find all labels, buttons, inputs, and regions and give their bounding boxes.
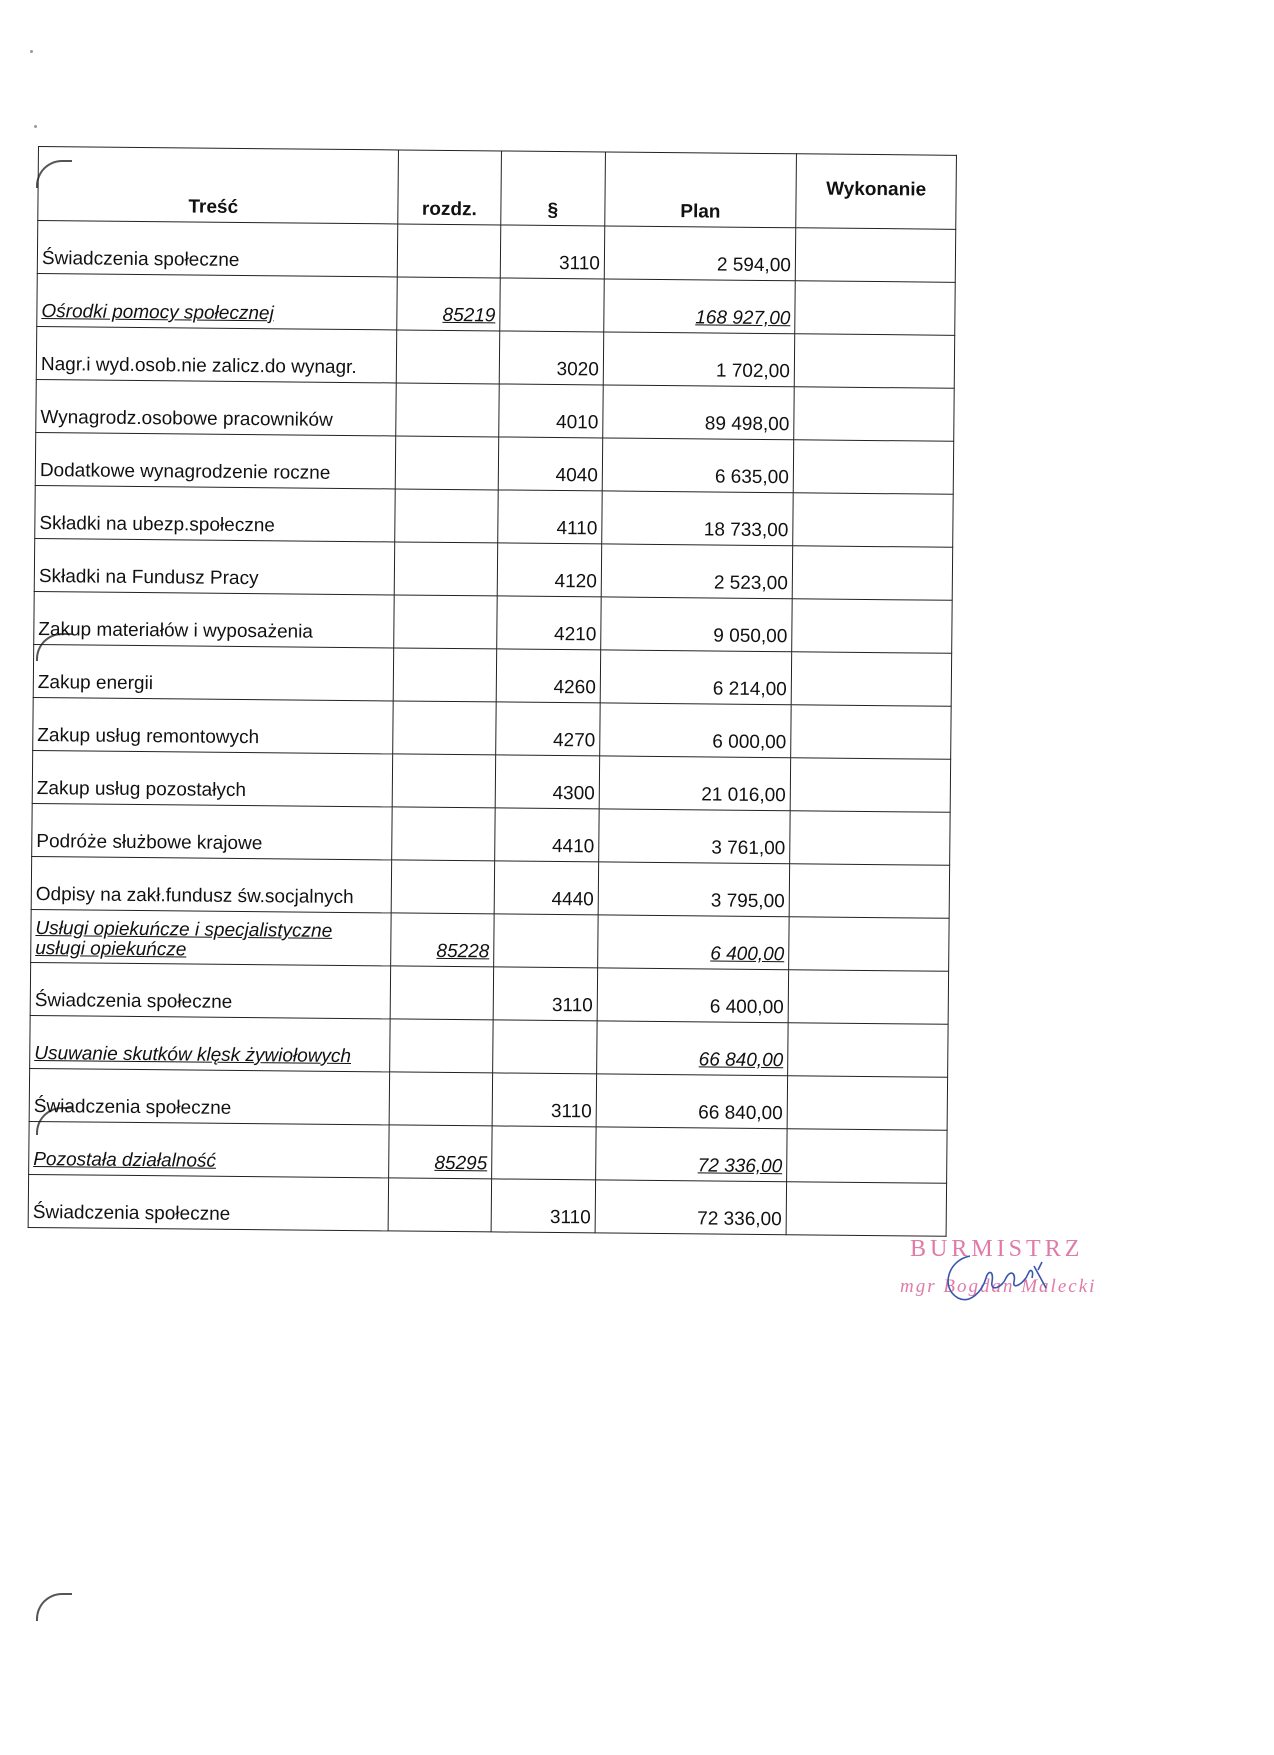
row-desc: Usuwanie skutków klęsk żywiołowych — [30, 1015, 390, 1071]
row-rozdz — [391, 860, 495, 914]
row-rozdz: 85228 — [391, 913, 495, 967]
table-row — [35, 432, 953, 494]
row-desc: Wynagrodz.osobowe pracowników — [36, 379, 396, 435]
row-wykonanie — [795, 281, 956, 336]
table-row — [34, 538, 952, 600]
header-paragraf: § — [501, 151, 606, 226]
table-row — [28, 1174, 946, 1236]
stamp-title: BURMISTRZ — [910, 1236, 1084, 1262]
table-row — [32, 803, 950, 865]
row-plan: 1 702,00 — [603, 332, 795, 387]
row-paragraf — [493, 1020, 598, 1074]
row-wykonanie — [792, 546, 953, 601]
row-desc: Dodatkowe wynagrodzenie roczne — [35, 432, 395, 488]
row-paragraf: 4040 — [498, 437, 603, 491]
binder-hole-mark-bottom — [36, 1593, 72, 1621]
row-plan: 21 016,00 — [599, 756, 790, 811]
table-row — [33, 644, 951, 706]
row-rozdz: 85219 — [397, 277, 501, 331]
row-paragraf — [500, 278, 605, 332]
row-plan: 66 840,00 — [596, 1074, 787, 1129]
row-paragraf: 3110 — [491, 1179, 596, 1233]
row-rozdz — [393, 701, 497, 755]
mayor-stamp — [900, 1236, 1130, 1326]
row-desc: Ośrodki pomocy społecznej — [37, 273, 397, 329]
scan-speck — [30, 50, 33, 53]
row-plan: 72 336,00 — [596, 1127, 787, 1182]
row-desc: Nagr.i wyd.osob.nie zalicz.do wynagr. — [36, 326, 396, 382]
row-rozdz — [392, 807, 496, 861]
row-wykonanie — [788, 1023, 949, 1078]
row-rozdz — [392, 754, 496, 808]
row-wykonanie — [790, 758, 951, 813]
table-row — [35, 485, 953, 547]
row-paragraf: 3110 — [500, 225, 605, 279]
row-wykonanie — [794, 387, 955, 442]
row-desc: Podróże służbowe krajowe — [32, 803, 392, 859]
row-desc: Zakup energii — [33, 644, 393, 700]
signature-icon — [930, 1248, 1070, 1308]
table-row-section — [29, 1121, 947, 1183]
table-row — [32, 750, 950, 812]
row-desc: Składki na ubezp.społeczne — [35, 485, 395, 541]
row-desc: Odpisy na zakł.fundusz św.socjalnych — [31, 856, 391, 912]
row-desc: Zakup usług pozostałych — [32, 750, 392, 806]
row-plan: 2 523,00 — [601, 544, 792, 599]
row-paragraf: 4110 — [498, 490, 603, 544]
table-header-row — [38, 147, 957, 230]
row-rozdz — [395, 489, 499, 543]
row-desc: Zakup usług remontowych — [33, 697, 393, 753]
row-plan: 9 050,00 — [601, 597, 792, 652]
row-rozdz — [394, 595, 498, 649]
row-paragraf: 3110 — [493, 967, 598, 1021]
row-desc: Świadczenia społeczne — [28, 1174, 388, 1230]
row-plan: 3 761,00 — [599, 809, 791, 864]
scan-speck — [34, 125, 37, 128]
row-paragraf — [492, 1126, 597, 1180]
row-wykonanie — [787, 1076, 948, 1131]
row-rozdz — [396, 383, 500, 437]
row-desc: Świadczenia społeczne — [29, 1068, 389, 1124]
row-desc: Pozostała działalność — [29, 1121, 389, 1177]
row-paragraf: 4410 — [495, 808, 600, 862]
table-row — [37, 221, 955, 283]
table-row — [31, 856, 949, 918]
row-wykonanie — [786, 1182, 947, 1237]
row-wykonanie — [792, 599, 953, 654]
row-wykonanie — [795, 228, 956, 283]
row-rozdz — [396, 330, 500, 384]
row-wykonanie — [787, 1129, 948, 1184]
row-paragraf: 4300 — [495, 755, 600, 809]
table-row — [36, 379, 954, 441]
row-wykonanie — [791, 652, 952, 707]
row-plan: 18 733,00 — [602, 491, 793, 546]
row-wykonanie — [794, 334, 955, 389]
row-plan: 6 000,00 — [600, 703, 792, 758]
row-wykonanie — [793, 493, 954, 548]
row-wykonanie — [789, 864, 950, 919]
row-paragraf: 3020 — [499, 331, 604, 385]
row-plan: 6 400,00 — [598, 915, 790, 970]
header-wykonanie: Wykonanie — [796, 154, 957, 230]
row-plan: 89 498,00 — [603, 385, 794, 440]
row-plan: 66 840,00 — [597, 1021, 788, 1076]
row-paragraf: 4440 — [494, 861, 599, 915]
row-rozdz — [395, 436, 499, 490]
table-row — [36, 326, 954, 388]
row-paragraf — [494, 914, 599, 968]
row-rozdz — [390, 1019, 494, 1073]
row-rozdz — [390, 966, 494, 1020]
row-plan: 2 594,00 — [604, 226, 796, 281]
table-row — [34, 591, 952, 653]
row-paragraf: 4120 — [497, 543, 602, 597]
table-row-section — [30, 1015, 948, 1077]
table-row — [33, 697, 951, 759]
budget-table — [28, 146, 957, 1237]
stamp-name: mgr Bogdan Malecki — [900, 1276, 1097, 1297]
row-desc: Świadczenia społeczne — [37, 221, 397, 277]
table-row — [30, 962, 948, 1024]
row-plan: 168 927,00 — [604, 279, 795, 334]
row-plan: 3 795,00 — [598, 862, 789, 917]
row-wykonanie — [789, 917, 950, 972]
row-paragraf: 4260 — [496, 649, 601, 703]
row-paragraf: 4270 — [496, 702, 601, 756]
row-desc: Świadczenia społeczne — [30, 962, 390, 1018]
row-wykonanie — [790, 811, 951, 866]
header-desc: Treść — [38, 147, 399, 224]
table-row — [29, 1068, 947, 1130]
row-paragraf: 4010 — [499, 384, 604, 438]
table-row-section — [31, 909, 949, 971]
row-wykonanie — [793, 440, 954, 495]
row-plan: 72 336,00 — [595, 1180, 786, 1235]
row-rozdz — [388, 1178, 492, 1232]
row-rozdz — [389, 1072, 493, 1126]
row-plan: 6 214,00 — [600, 650, 791, 705]
row-desc: Usługi opiekuńcze i specjalistyczne usługi opiekuńcze — [31, 909, 391, 965]
row-paragraf: 4210 — [497, 596, 602, 650]
row-rozdz — [394, 542, 498, 596]
row-plan: 6 635,00 — [602, 438, 793, 493]
header-rozdz: rozdz. — [398, 150, 502, 225]
table-row-section — [37, 273, 955, 335]
row-plan: 6 400,00 — [597, 968, 788, 1023]
row-desc: Składki na Fundusz Pracy — [34, 538, 394, 594]
row-rozdz — [397, 224, 501, 278]
row-wykonanie — [791, 705, 952, 760]
row-rozdz — [393, 648, 497, 702]
row-paragraf: 3110 — [492, 1073, 597, 1127]
row-rozdz: 85295 — [389, 1125, 493, 1179]
header-plan: Plan — [605, 152, 797, 228]
row-wykonanie — [788, 970, 949, 1025]
row-desc: Zakup materiałów i wyposażenia — [34, 591, 394, 647]
